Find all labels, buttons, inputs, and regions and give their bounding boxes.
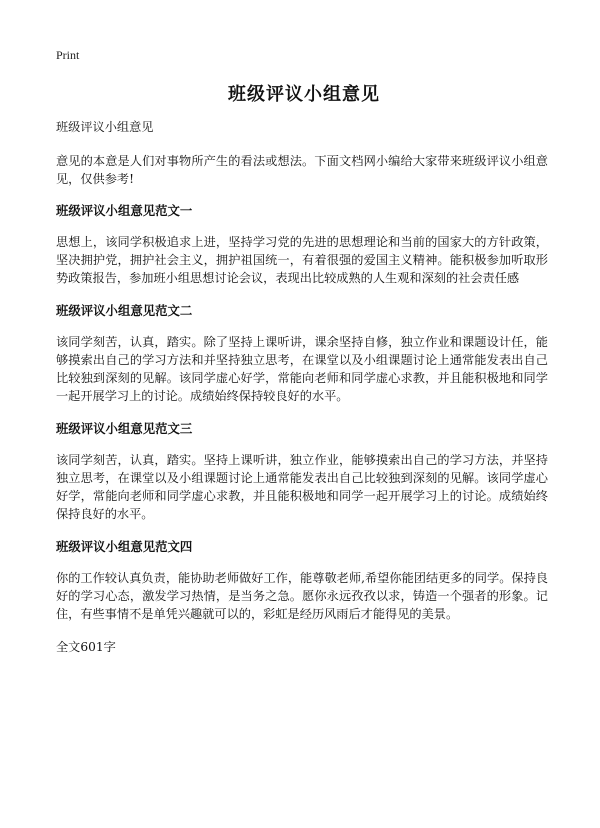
section-1: [56, 202, 548, 287]
document-title: 班级评议小组意见: [228, 84, 380, 105]
section-4: [56, 538, 548, 623]
print-label[interactable]: Print: [56, 48, 80, 62]
word-count: 全文601字: [56, 640, 116, 654]
document-subtitle: 班级评议小组意见: [56, 120, 154, 134]
intro-paragraph: 意见的本意是人们对事物所产生的看法或想法。下面文档网小编给大家带来班级评议小组意见，仅供参考!: [56, 154, 548, 186]
section-heading: 班级评议小组意见范文四: [56, 539, 193, 554]
section-heading: 班级评议小组意见范文三: [56, 421, 193, 436]
section-heading: 班级评议小组意见范文一: [56, 203, 193, 218]
section-3: [56, 420, 548, 523]
section-body: 该同学刻苦，认真，踏实。除了坚持上课听讲，课余坚持自修，独立作业和课题设计任，能够摸索出自己的学习方法和并坚持独立思考，在课堂以及小组课题讨论上通常能发表出自己比较独到深刻的见解。该同学虚心好学，常能向老师和同学虚心求教，并且能积极地和同学一起开展学习上的讨论。成绩始终保持较良好的水平。: [56, 335, 548, 403]
section-body: 该同学刻苦，认真，踏实。坚持上课听讲，独立作业，能够摸索出自己的学习方法，并坚持独立思考，在课堂以及小组课题讨论上通常能发表出自己比较独到深刻的见解。该同学虚心好学，常能向老师和同学虚心求教，并且能积极地和同学一起开展学习上的讨论。成绩始终保持良好的水平。: [56, 453, 548, 521]
section-heading: 班级评议小组意见范文二: [56, 303, 193, 318]
section-2: [56, 302, 548, 405]
document-content: [56, 118, 548, 656]
section-body: 思想上，该同学积极追求上进，坚持学习党的先进的思想理论和当前的国家大的方针政策，坚决拥护党，拥护社会主义，拥护祖国统一，有着很强的爱国主义精神。能积极参加听取形势政策报告，参加班小组思想讨论会议，表现出比较成熟的人生观和深刻的社会责任感: [56, 235, 548, 285]
section-body: 你的工作较认真负责，能协助老师做好工作，能尊敬老师,希望你能团结更多的同学。保持良好的学习心态，激发学习热情，是当务之急。愿你永远孜孜以求，铸造一个强者的形象。记住，有些事情不是单凭兴趣就可以的，彩虹是经历风雨后才能得见的美景。: [56, 571, 548, 621]
